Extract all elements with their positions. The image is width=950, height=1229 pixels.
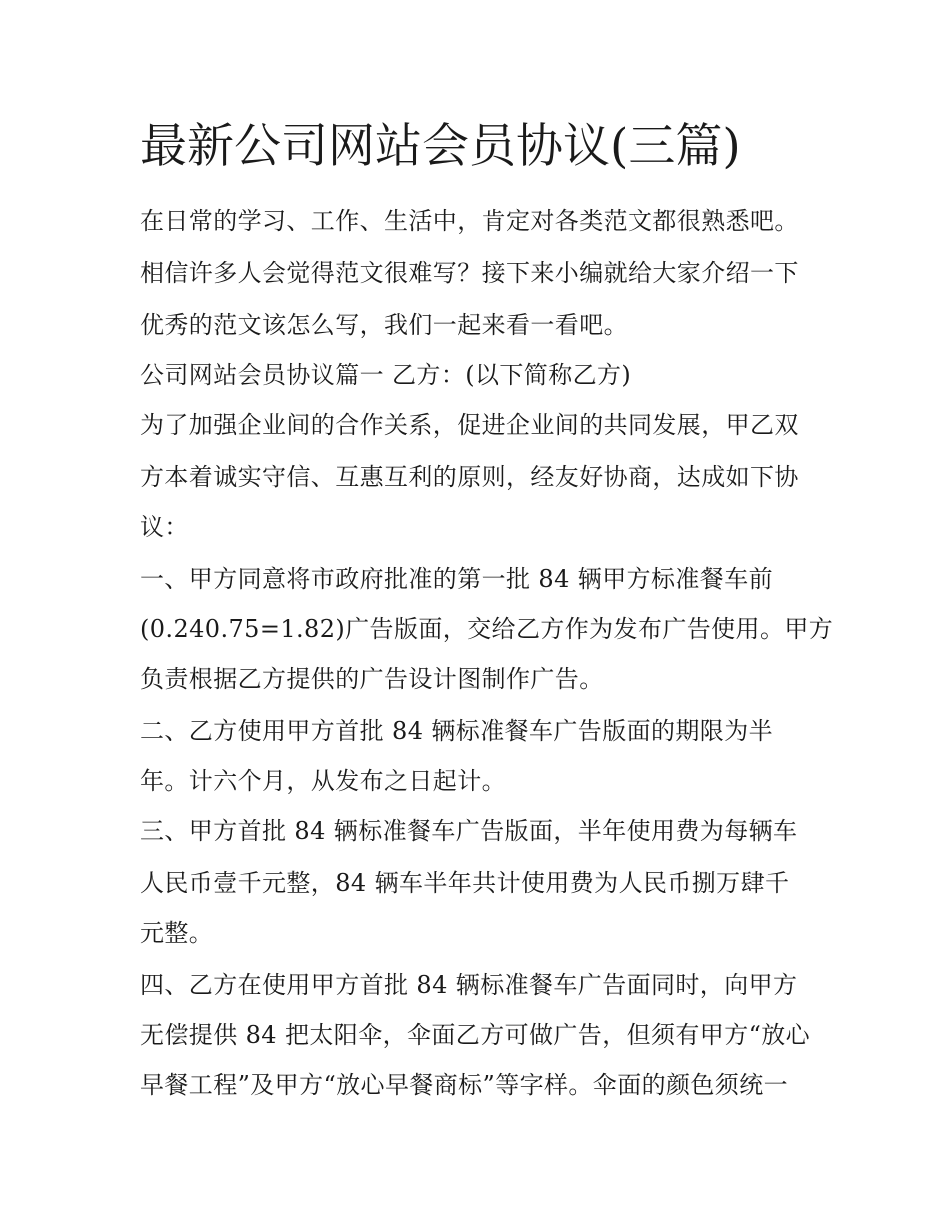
clause-line: 一、甲方同意将市政府批准的第一批 84 辆甲方标准餐车前: [140, 565, 773, 593]
clause-line: 负责根据乙方提供的广告设计图制作广告。: [140, 665, 604, 693]
clause-line: 人民币壹千元整，84 辆车半年共计使用费为人民币捌万肆千: [140, 869, 790, 897]
paragraph-line: 优秀的范文该怎么写，我们一起来看一看吧。: [140, 311, 628, 339]
clause-line: 三、甲方首批 84 辆标准餐车广告版面，半年使用费为每辆车: [140, 817, 798, 845]
paragraph-line: 方本着诚实守信、互惠互利的原则，经友好协商，达成如下协: [140, 463, 799, 491]
clause-line: 元整。: [140, 919, 214, 947]
section-heading: 公司网站会员协议篇一 乙方：(以下简称乙方): [140, 361, 632, 389]
document-title: 最新公司网站会员协议(三篇): [140, 119, 741, 174]
clause-line: 早餐工程”及甲方“放心早餐商标”等字样。伞面的颜色须统一: [140, 1071, 789, 1099]
paragraph-line: 议：: [140, 513, 189, 541]
paragraph-line: 相信许多人会觉得范文很难写？接下来小编就给大家介绍一下: [140, 259, 799, 287]
clause-line: 无偿提供 84 把太阳伞，伞面乙方可做广告，但须有甲方“放心: [140, 1021, 811, 1049]
clause-line: 四、乙方在使用甲方首批 84 辆标准餐车广告面同时，向甲方: [140, 971, 798, 999]
clause-line: (0.240.75=1.82)广告版面，交给乙方作为发布广告使用。甲方: [140, 615, 834, 643]
clause-line: 二、乙方使用甲方首批 84 辆标准餐车广告版面的期限为半: [140, 717, 773, 745]
paragraph-line: 在日常的学习、工作、生活中，肯定对各类范文都很熟悉吧。: [140, 207, 799, 235]
paragraph-line: 为了加强企业间的合作关系，促进企业间的共同发展，甲乙双: [140, 411, 799, 439]
clause-line: 年。计六个月，从发布之日起计。: [140, 767, 506, 795]
